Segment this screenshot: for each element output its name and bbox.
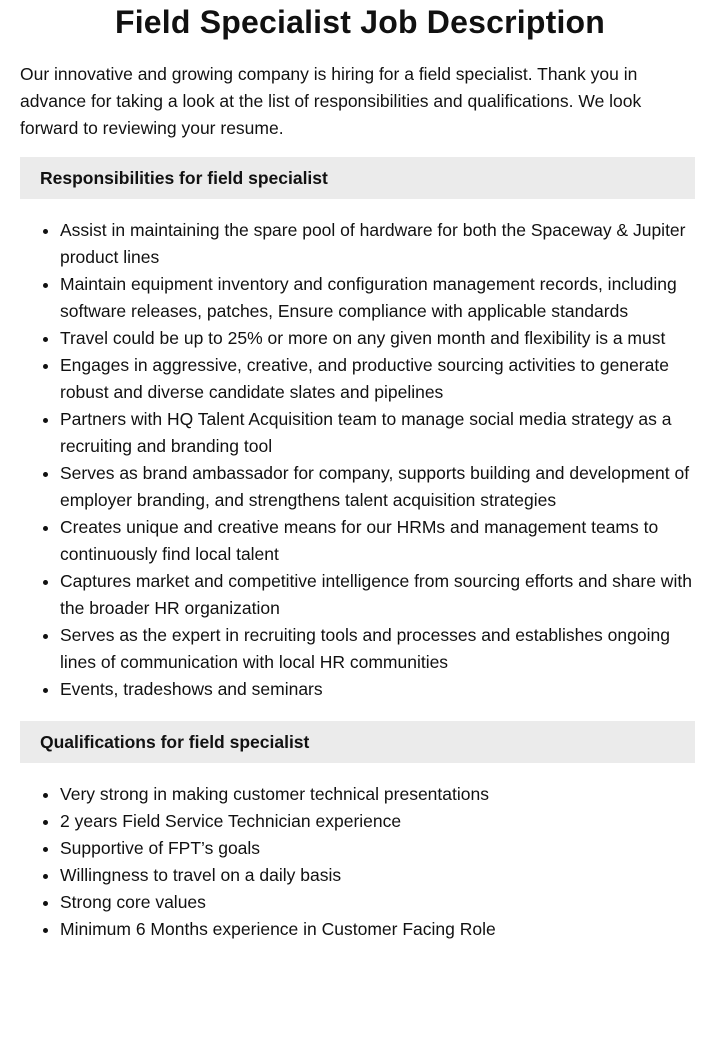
page-title: Field Specialist Job Description (114, 4, 606, 40)
list-item: • Serves as brand ambassador for company, supports building and development of employer branding, and strengthens talent acquisition strategies (60, 460, 700, 514)
list-item: • Creates unique and creative means for our HRMs and management teams to continuously find local talent (60, 514, 700, 568)
list-item: • Maintain equipment inventory and configuration management records, including software releases, patches, Ensure compliance with applicable standards (60, 271, 700, 325)
list-item: • Willingness to travel on a daily basis (60, 862, 700, 889)
list-item: • Captures market and competitive intelligence from sourcing efforts and share with the broader HR organization (60, 568, 700, 622)
list-item: • Very strong in making customer technical presentations (60, 781, 700, 808)
list-item: • Minimum 6 Months experience in Customer Facing Role (60, 916, 700, 943)
responsibilities-heading: Responsibilities for field specialist (20, 157, 695, 199)
list-item: • 2 years Field Service Technician experience (60, 808, 700, 835)
list-item: • Partners with HQ Talent Acquisition team to manage social media strategy as a recruiting and branding tool (60, 406, 700, 460)
list-item: • Events, tradeshows and seminars (60, 676, 700, 703)
list-item: • Engages in aggressive, creative, and productive sourcing activities to generate robust and diverse candidate slates and pipelines (60, 352, 700, 406)
list-item: • Strong core values (60, 889, 700, 916)
qualifications-list (20, 781, 700, 943)
list-item: • Supportive of FPT’s goals (60, 835, 700, 862)
intro-paragraph: Our innovative and growing company is hiring for a field specialist. Thank you in advance for taking a look at the list of responsibilities and qualifications. We look forward to reviewing your resume. (20, 64, 642, 138)
qualifications-heading: Qualifications for field specialist (20, 721, 695, 763)
responsibilities-list (20, 217, 700, 703)
list-item: • Travel could be up to 25% or more on any given month and flexibility is a must (60, 325, 700, 352)
list-item: • Serves as the expert in recruiting tools and processes and establishes ongoing lines of communication with local HR communities (60, 622, 700, 676)
list-item: • Assist in maintaining the spare pool of hardware for both the Spaceway & Jupiter product lines (60, 217, 700, 271)
